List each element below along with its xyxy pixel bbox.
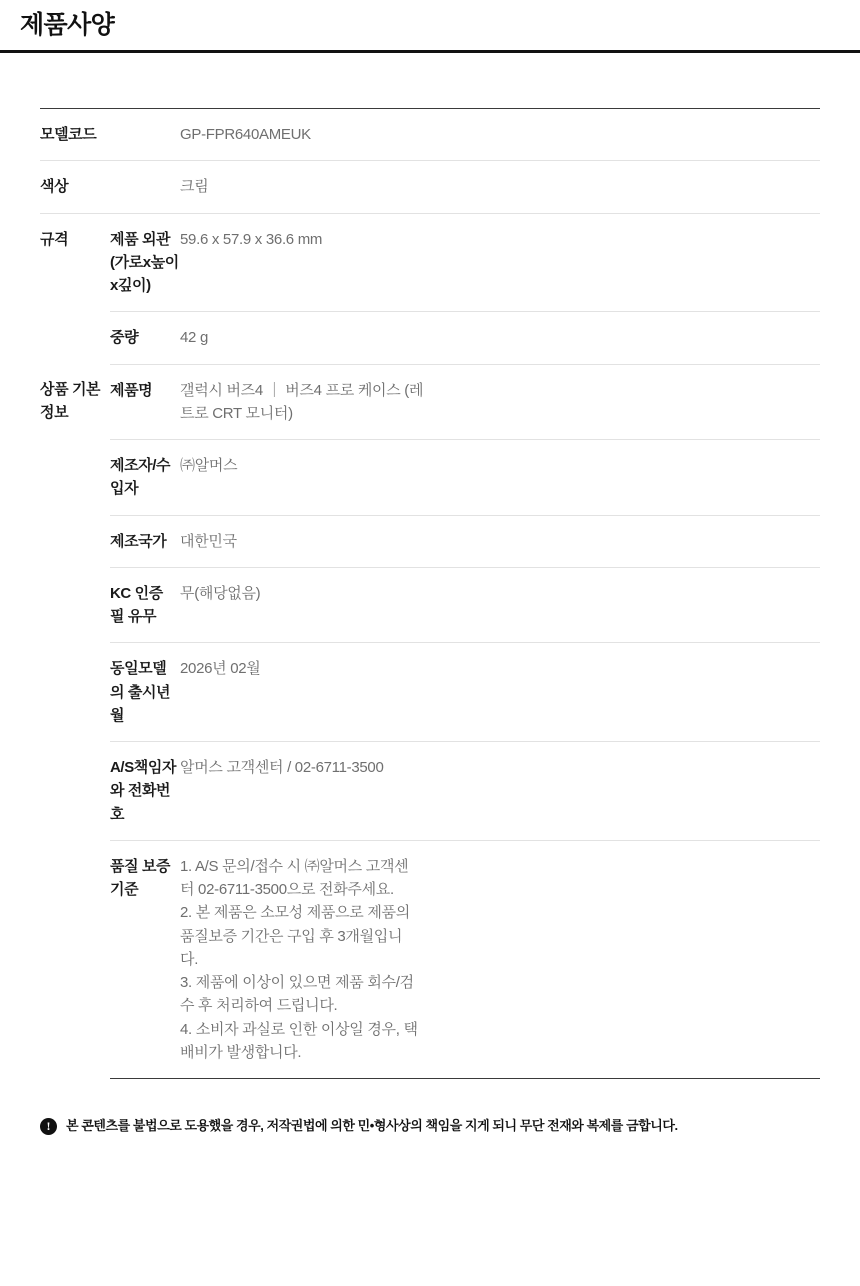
value-line: 트로 CRT 모니터) bbox=[180, 404, 293, 422]
value-line: 터 02-6711-3500으로 전화주세요. bbox=[180, 881, 394, 898]
title-block bbox=[0, 0, 860, 50]
table-row bbox=[40, 440, 820, 516]
row-value-manufacturer bbox=[180, 440, 820, 516]
value-line: 갤럭시 버즈4 ｜ 버즈4 프로 케이스 (레 bbox=[180, 381, 424, 399]
value-line: 품질보증 기간은 구입 후 3개월입니 bbox=[180, 927, 403, 945]
row-value-color bbox=[180, 161, 820, 213]
spec-table-wrap bbox=[0, 53, 860, 1079]
row-value-kc-certification bbox=[180, 567, 820, 643]
row-group-spec: 규격 bbox=[40, 230, 69, 248]
value-line: 다. bbox=[180, 950, 199, 968]
row-label-warranty: 품질 보증 기준 bbox=[110, 840, 180, 1078]
table-row bbox=[40, 161, 820, 213]
value-line: 수 후 처리하여 드립니다. bbox=[180, 997, 338, 1015]
table-row bbox=[40, 840, 820, 1078]
value-line: 대한민국 bbox=[180, 532, 237, 550]
row-label-modelcode: 모델코드 bbox=[40, 109, 180, 161]
row-value-country bbox=[180, 515, 820, 567]
value-line: 크림 bbox=[180, 178, 209, 196]
row-value-dimensions bbox=[180, 213, 820, 312]
row-label-color: 색상 bbox=[40, 161, 180, 213]
table-row bbox=[40, 312, 820, 364]
row-value-product-name bbox=[180, 364, 820, 440]
row-label-manufacturer: 제조자/수입자 bbox=[110, 440, 180, 516]
value-line: 42 g bbox=[180, 329, 208, 347]
row-label-release-date: 동일모델의 출시년월 bbox=[110, 643, 180, 742]
value-line: 4. 소비자 과실로 인한 이상일 경우, 택 bbox=[180, 1020, 418, 1038]
value-line: 2026년 02월 bbox=[180, 660, 261, 678]
value-line: 59.6 x 57.9 x 36.6 mm bbox=[180, 230, 323, 248]
spec-table bbox=[40, 108, 820, 1079]
copyright-notice bbox=[0, 1117, 860, 1136]
value-line: ㈜알머스 bbox=[180, 457, 238, 474]
table-row bbox=[40, 742, 820, 841]
table-row bbox=[40, 643, 820, 742]
row-value-weight bbox=[180, 312, 820, 364]
exclamation-icon: ! bbox=[40, 1118, 57, 1135]
table-row bbox=[40, 213, 820, 312]
value-line: 무(해당없음) bbox=[180, 584, 261, 602]
row-label-as-contact: A/S책임자와 전화번호 bbox=[110, 742, 180, 841]
value-line: 2. 본 제품은 소모성 제품으로 제품의 bbox=[180, 904, 410, 922]
value-line: GP-FPR640AMEUK bbox=[180, 126, 311, 143]
row-value-modelcode bbox=[180, 109, 820, 161]
value-line: 1. A/S 문의/접수 시 ㈜알머스 고객센 bbox=[180, 857, 409, 875]
table-row bbox=[40, 567, 820, 643]
row-label-country: 제조국가 bbox=[110, 515, 180, 567]
row-label-kc-certification: KC 인증 필 유무 bbox=[110, 567, 180, 643]
value-line: 3. 제품에 이상이 있으면 제품 회수/검 bbox=[180, 974, 414, 991]
page-title: 제품사양 bbox=[20, 11, 115, 39]
table-row bbox=[40, 109, 820, 161]
value-line: 배비가 발생합니다. bbox=[180, 1043, 302, 1061]
copyright-notice-text: 본 콘텐츠를 불법으로 도용했을 경우, 저작권법에 의한 민•형사상의 책임을 지게 되니 무단 전재와 복제를 금합니다. bbox=[66, 1118, 678, 1133]
value-line: 알머스 고객센터 / 02-6711-3500 bbox=[180, 759, 384, 776]
row-label-dimensions: 제품 외관 (가로x높이x깊이) bbox=[110, 213, 180, 312]
table-row bbox=[40, 364, 820, 440]
row-value-release-date bbox=[180, 643, 820, 742]
row-label-weight: 중량 bbox=[110, 312, 180, 364]
row-group-basic-info: 상품 기본정보 bbox=[40, 381, 101, 422]
row-label-product-name: 제품명 bbox=[110, 364, 180, 440]
row-value-as-contact bbox=[180, 742, 820, 841]
table-row bbox=[40, 515, 820, 567]
row-value-warranty bbox=[180, 840, 820, 1078]
